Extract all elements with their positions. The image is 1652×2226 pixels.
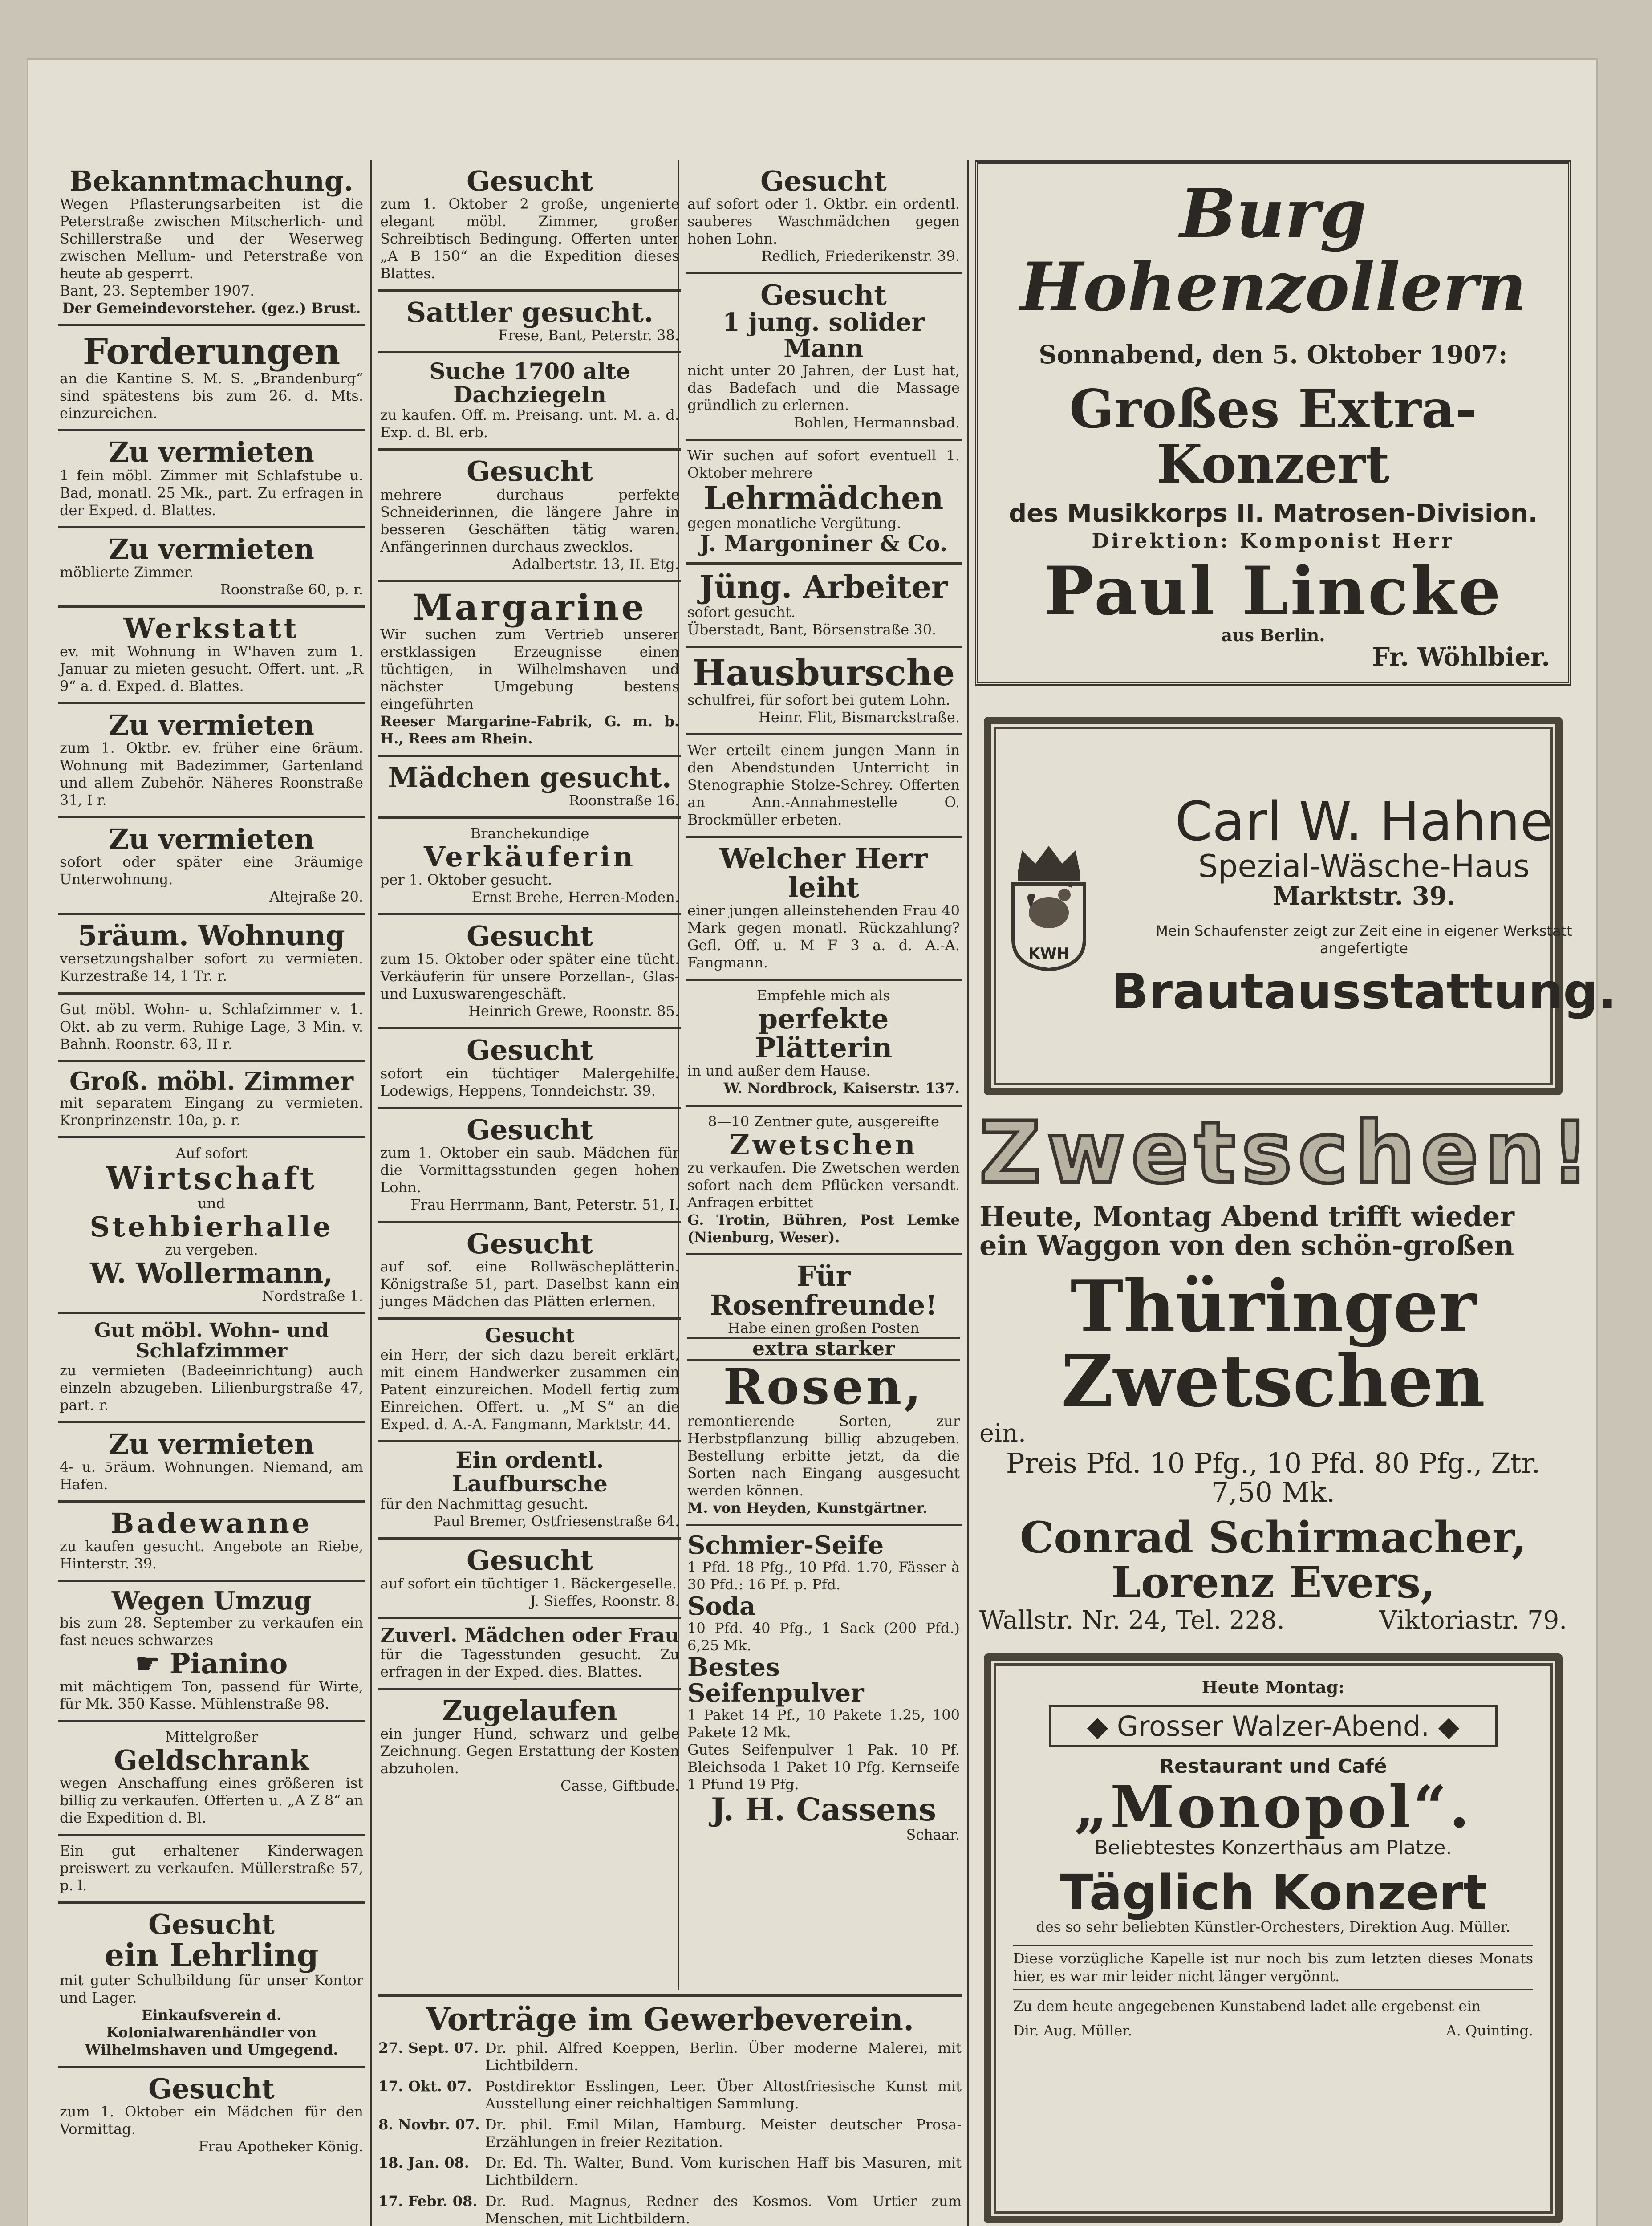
ad-title-2: ein Lehrling (104, 1937, 319, 1974)
mono-walzer-box (1049, 1705, 1498, 1747)
ad-text: mit separatem Eingang zu vermieten. Kronprinzenstr. 10a, p. r. (60, 1094, 363, 1129)
ad-title: Hausbursche (692, 651, 955, 694)
ad-text: zu vermieten (Badeeinrichtung) auch einzeln abzugeben. Lilienburgstraße 47, part. r. (60, 1361, 363, 1414)
ad-zugelaufen (378, 1690, 681, 1802)
ad-title: Für Rosenfreunde! (710, 1259, 938, 1321)
ad-gesucht-maedchen (58, 2068, 365, 2162)
lecture-date: 27. Sept. 07. (378, 2039, 479, 2056)
ad-text: remontierende Sorten, zur Herbstpflanzung billig abzugeben. Bestellung erbitte jetzt, da die Sorten nach Eingang ausgesucht werden können. (687, 1412, 960, 1499)
mono-signatures (1013, 2022, 1533, 2039)
ad-text: in und außer dem Hause. (687, 1062, 871, 1080)
mono-rest: Restaurant und Café (1159, 1755, 1387, 1778)
lecture-row (378, 2193, 962, 2226)
ad-title: Gesucht (467, 1034, 593, 1067)
ad-sign: Frese, Bant, Peterstr. 38. (498, 327, 679, 344)
ad-title: Zu vermieten (109, 1427, 314, 1460)
ad-werkstatt (58, 608, 365, 704)
hahne-text: Mein Schaufenster zeigt zur Zeit eine in eigener Werkstatt angefertigte (1156, 922, 1572, 957)
ad-zu-vermieten-4 (58, 818, 365, 915)
ad-sign: Casse, Giftbude. (560, 1777, 679, 1794)
ad-title: Schmier-Seife (687, 1530, 884, 1560)
ad-zwetschen-big (975, 1104, 1596, 1636)
lecture-row (378, 2078, 962, 2112)
ad-title: Zu vermieten (109, 708, 314, 741)
ad-verkaeuferin (378, 819, 681, 915)
ad-text: Gut möbl. Wohn- u. Schlafzimmer v. 1. Okt. ab zu verm. Ruhige Lage, 3 Min. v. Bahnh. Roonstr. 63, II r. (60, 1000, 363, 1052)
ad-text: zum 1. Oktober ein Mädchen für den Vormittag. (60, 2103, 363, 2138)
ad-text: zum 15. Oktober oder später eine tücht. Verkäuferin für unsere Porzellan-, Glas- und Luxuswarengeschäft. (380, 951, 679, 1003)
ad-zu-vermieten-1 (58, 431, 365, 528)
ad-title: Wegen Umzug (111, 1586, 312, 1616)
ad-date: Bant, 23. September 1907. (60, 282, 255, 300)
lecture-text: Dr. Rud. Magnus, Redner des Kosmos. Vom Urtier zum Menschen, mit Lichtbildern. (485, 2192, 962, 2226)
zw-big: Thüringer Zwetschen (1061, 1264, 1486, 1423)
ad-address: Schaar. (906, 1826, 960, 1843)
ad-title: Zwetschen (729, 1128, 918, 1161)
ad-title: Gesucht (148, 2072, 275, 2105)
zw-addr-1: Wallstr. Nr. 24, Tel. 228. (979, 1605, 1285, 1635)
ad-sign: J. Sieffes, Roonstr. 8. (530, 1592, 679, 1609)
ad-text: ev. mit Wohnung in W'haven zum 1. Januar zu mieten gesucht. Offert. unt. „R 9“ a. d. Exped. d. Blattes. (60, 642, 363, 695)
ad-name: W. Wollermann, (90, 1257, 333, 1290)
ad-gesucht-schneiderinnen (378, 451, 681, 582)
ad-plaetterin (686, 981, 962, 1106)
ad-title: Gesucht (467, 1544, 593, 1577)
ad-text: zum 1. Oktober 2 große, ungenierte elegant möbl. Zimmer, großer Schreibtisch Bedingung. Offerten unter „A B 150“ an die Expedition dieses Blattes. (380, 195, 679, 282)
ad-sign: G. Trotin, Bühren, Post Lemke (Nienburg, Weser). (687, 1211, 960, 1246)
ad-title: perfekte Plätterin (755, 1003, 893, 1064)
ad-title: Gut möbl. Wohn- und Schlafzimmer (94, 1319, 329, 1363)
ad-text: auf sofort ein tüchtiger 1. Bäckergeselle. (380, 1575, 677, 1592)
ad-text: mit guter Schulbildung für unser Kontor und Lager. (60, 1971, 363, 2006)
ad-title: Mädchen gesucht. (388, 761, 672, 794)
ad-sign: Heinr. Flit, Bismarckstraße. (758, 708, 960, 726)
lecture-date: 8. Novbr. 07. (378, 2116, 480, 2133)
ad-sub: extra starker (687, 1337, 960, 1361)
ad-text: an die Kantine S. M. S. „Brandenburg“ sind spätestens bis zum 26. d. Mts. einzureichen. (60, 370, 363, 422)
ad-title-soda: Soda (687, 1591, 756, 1621)
ad-post: zu vergeben. (165, 1241, 258, 1259)
ad-title: Gesucht (148, 1908, 275, 1941)
ad-carl-hahne (984, 717, 1617, 1095)
ad-badewanne (58, 1503, 365, 1582)
ad-forderungen (58, 326, 365, 431)
lecture-date: 18. Jan. 08. (378, 2154, 469, 2171)
ad-text: gegen monatliche Vergütung. (687, 514, 901, 532)
ad-title: Gesucht (760, 165, 887, 197)
mono-walzer-label: Grosser Walzer-Abend. (1116, 1710, 1430, 1743)
ad-pre: Auf sofort (175, 1145, 248, 1162)
ad-text-soda: 10 Pfd. 40 Pfg., 1 Sack (200 Pfd.) 6,25 Mk. (687, 1619, 960, 1654)
ad-title: Wirtschaft (106, 1160, 317, 1197)
ad-title: Suche 1700 alte Dachziegeln (429, 358, 630, 408)
ad-address: Adalbertstr. 13, II. Etg. (512, 555, 679, 573)
ad-sign: Überstadt, Bant, Börsenstraße 30. (687, 621, 937, 638)
ad-sign: Einkaufsverein d. Kolonialwarenhändler von Wilhelmshaven und Umgegend. (85, 2007, 338, 2059)
ad-title: Zu vermieten (109, 823, 314, 856)
ad-title: Gesucht (467, 1113, 593, 1146)
ad-address: Altejraße 20. (269, 888, 363, 906)
ad-title-2: 1 jung. solider Mann (722, 308, 925, 364)
ad-sign: M. von Heyden, Kunstgärtner. (687, 1499, 928, 1516)
mono-sig-2: A. Quinting. (1446, 2022, 1533, 2039)
column-divider (967, 160, 969, 2226)
ad-name: J. H. Cassens (710, 1791, 937, 1828)
ad-lehrling (58, 1904, 365, 2068)
ad-zuverl-maedchen (378, 1619, 681, 1690)
ad-title: Ein ordentl. Laufbursche (452, 1447, 608, 1497)
mono-foot: Zu dem heute angegebenen Kunstabend ladet alle ergebenst ein (1013, 1997, 1481, 2015)
ad-text: zum 1. Oktober ein saub. Mädchen für die Vormittagsstunden gegen hohen Lohn. (380, 1144, 679, 1196)
ad-lehrmaedchen (686, 441, 962, 565)
ad-gesucht-vormittag (378, 1109, 681, 1223)
ad-text: für die Tagesstunden gesucht. Zu erfragen in der Exped. dies. Blattes. (380, 1645, 679, 1680)
ad-text: Wegen Pflasterungsarbeiten ist die Peterstraße zwischen Mitscherlich- und Schillerstraße und der Weserweg zwischen Mellum- und Peterstraße von heute ab gesperrt. (60, 195, 363, 282)
ad-text: sofort oder später eine 3räumige Unterwohnung. (60, 853, 363, 888)
ad-title: Margarine (413, 586, 647, 628)
lecture-text: Dr. phil. Emil Milan, Hamburg. Meister deutscher Prosa-Erzählungen in freier Rezitation. (485, 2116, 962, 2150)
burg-sub: des Musikkorps II. Matrosen-Division. (1009, 499, 1538, 528)
zw-title: Zwetschen! (979, 1104, 1596, 1202)
column-2 (378, 160, 681, 1802)
ad-pre: 8—10 Zentner gute, ausgereifte (708, 1113, 939, 1130)
ad-pre: Branchekundige (470, 825, 589, 842)
ad-text: auf sofort oder 1. Oktbr. ein ordentl. sauberes Waschmädchen gegen hohen Lohn. (687, 195, 960, 248)
ad-text: 1 Pfd. 18 Pfg., 10 Pfd. 1.70, Fässer à 30 Pfd.: 16 Pf. p. Pfd. (687, 1558, 960, 1593)
ad-geldschrank (58, 1722, 365, 1836)
burg-date: Sonnabend, den 5. Oktober 1907: (1039, 340, 1508, 370)
ad-text: schulfrei, für sofort bei gutem Lohn. (687, 691, 950, 708)
ad-pre: Wir suchen auf sofort eventuell 1. Oktober mehrere (687, 447, 960, 482)
ad-pre: Empfehle mich als (757, 987, 890, 1004)
lecture-date: 17. Febr. 08. (378, 2192, 478, 2210)
hahne-body (1093, 791, 1617, 1020)
ad-text: ein junger Hund, schwarz und gelbe Zeichnung. Gegen Erstattung der Kosten abzuholen. (380, 1725, 679, 1777)
mono-text: des so sehr beliebten Künstler-Orchesters, Direktion Aug. Müller. (1036, 1918, 1510, 1936)
ad-text: mit mächtigem Ton, passend für Wirte, für Mk. 350 Kasse. Mühlenstraße 98. (60, 1678, 363, 1713)
ad-text: Wer erteilt einem jungen Mann in den Abendstunden Unterricht in Stenographie Stolze-Schrey. Offerten an Ann.-Annahmestelle O. Brockmüller erbeten. (687, 741, 960, 828)
ad-text: auf sof. eine Rollwäscheplätterin. Königstraße 51, part. Daselbst kann ein junges Mädchen das Plätten erlernen. (380, 1258, 679, 1310)
ad-address: Roonstraße 16. (568, 792, 679, 809)
ad-monopol (984, 1653, 1563, 2223)
mono-walzer (1055, 1712, 1491, 1741)
ad-text: wegen Anschaffung eines größeren ist billig zu verkaufen. Offerten u. „A Z 8“ an die Expedition d. Bl. (60, 1775, 363, 1827)
ad-gesucht-baecker (378, 1540, 681, 1619)
ad-title: 5räum. Wohnung (78, 919, 345, 952)
ad-title: Sattler gesucht. (406, 296, 653, 329)
ad-maedchen-gesucht (378, 757, 681, 819)
column-3 (686, 160, 962, 1851)
newspaper-page (27, 58, 1617, 2226)
burg-from: aus Berlin. (1221, 625, 1325, 646)
zw-names: Conrad Schirmacher, Lorenz Evers, (1019, 1512, 1527, 1608)
lecture-date: 17. Okt. 07. (378, 2077, 472, 2095)
ad-title: Zu vermieten (109, 532, 314, 565)
diamond-icon: ◆ (1087, 1710, 1117, 1743)
ad-text: sofort ein tüchtiger Malergehilfe. Lodewigs, Heppens, Tonndeichstr. 39. (380, 1064, 679, 1099)
ad-sign: W. Nordbrock, Kaiserstr. 137. (723, 1080, 960, 1097)
ad-laufbursche (378, 1442, 681, 1540)
hahne-title: Carl W. Hahne (1175, 791, 1553, 853)
ad-jung-arbeiter (686, 565, 962, 648)
lecture-row (378, 2039, 962, 2074)
ad-title: Lehrmädchen (703, 479, 944, 517)
ad-welcher-herr (686, 838, 962, 981)
zw-text: Heute, Montag Abend trifft wieder ein Waggon von den schön-großen (979, 1200, 1514, 1262)
ad-text: für den Nachmittag gesucht. (380, 1495, 589, 1513)
ad-solider-mann (686, 274, 962, 441)
ad-text: bis zum 28. September zu verkaufen ein fast neues schwarzes (60, 1614, 363, 1649)
ad-text: Wir suchen zum Vertrieb unserer erstklassigen Erzeugnisse einen tüchtigen, in Wilhelmshaven und nächster Umgebung bestens eingeführten (380, 626, 679, 712)
hahne-sub: Spezial-Wäsche-Haus (1198, 848, 1530, 885)
ad-title-2: Stehbierhalle (89, 1210, 333, 1243)
ad-sign: Ernst Brehe, Herren-Moden. (471, 889, 679, 906)
ad-title: Verkäuferin (423, 841, 636, 873)
crown-rooster-crest-icon (1004, 841, 1093, 971)
ad-text: zu kaufen gesucht. Angebote an Riebe, Hinterstr. 39. (60, 1537, 363, 1572)
ad-title: Gesucht (467, 165, 593, 197)
ad-text: einer jungen alleinstehenden Frau 40 Mark gegen monatl. Rückzahlung? Gefl. Off. u. M F 3 a. d. A.-A. Fangmann. (687, 902, 960, 971)
ad-gross-moebl-zimmer (58, 1062, 365, 1139)
ad-sattler (378, 292, 681, 353)
ad-title: Gesucht (467, 1227, 593, 1260)
ad-unterricht (686, 735, 962, 838)
mono-pre: Heute Montag: (1201, 1677, 1345, 1698)
crest-label: KWH (1028, 945, 1070, 963)
ad-text-misc: Gutes Seifenpulver 1 Pak. 10 Pf. Bleichsoda 1 Paket 10 Pfg. Kernseife 1 Pfund 19 Pfg. (687, 1741, 960, 1793)
ad-kinderwagen (58, 1836, 365, 1904)
ad-big: Rosen, (723, 1358, 924, 1416)
ad-zu-vermieten-3 (58, 704, 365, 818)
ad-gesucht-maler (378, 1029, 681, 1109)
pointing-hand-icon: ☛ (135, 1647, 170, 1680)
ad-hausbursche (686, 648, 962, 735)
ad-sign: Frau Herrmann, Bant, Peterstr. 51, I. (410, 1196, 679, 1213)
zw-ein: ein. (979, 1418, 1026, 1448)
burg-title: Großes Extra-Konzert (1069, 378, 1477, 495)
mono-big: Täglich Konzert (1059, 1864, 1487, 1921)
ad-waschmaedchen (686, 160, 962, 274)
ad-zu-vermieten-5 (58, 1423, 365, 1503)
vortraege-rows (378, 2039, 962, 2226)
ad-text: per 1. Oktober gesucht. (380, 871, 552, 889)
ad-zu-vermieten-2 (58, 528, 365, 608)
ad-address: Roonstraße 60, p. r. (220, 581, 363, 598)
ad-gut-moebl-wohn (58, 1314, 365, 1423)
ad-title: Zuverl. Mädchen oder Frau (380, 1624, 679, 1647)
ad-text: zum 1. Oktbr. ev. früher eine 6räum. Wohnung mit Badezimmer, Gartenland und allem Zubehör. Näheres Roonstraße 31, I r. (60, 739, 363, 809)
ad-text: zu kaufen. Off. m. Preisang. unt. M. a. d. Exp. d. Bl. erb. (380, 406, 679, 441)
burg-dir: Direktion: Komponist Herr (1092, 530, 1455, 553)
ad-title: Badewanne (110, 1507, 313, 1540)
ad-text-pulver: 1 Paket 14 Pf., 10 Pakete 1.25, 100 Pakete 12 Mk. (687, 1706, 960, 1741)
diamond-icon: ◆ (1429, 1710, 1460, 1743)
ad-text: möblierte Zimmer. (60, 563, 194, 581)
ad-cassens (686, 1526, 962, 1851)
ad-title: Gesucht (760, 279, 887, 312)
ad-gesucht-patent (378, 1320, 681, 1442)
ad-sign: Paul Bremer, Ostfriesenstraße 64. (433, 1513, 679, 1530)
ad-title: Zugelaufen (442, 1694, 617, 1727)
ad-bekanntmachung (58, 160, 365, 326)
ad-burg-hohenzollern (975, 160, 1571, 686)
burg-logo: Burg Hohenzollern (1019, 175, 1527, 326)
ad-title: Werkstatt (123, 612, 300, 645)
ad-title-pulver: Bestes Seifenpulver (687, 1652, 864, 1708)
ad-pre: Mittelgroßer (165, 1728, 258, 1746)
ad-wegen-umzug (58, 1582, 365, 1722)
zw-price: Preis Pfd. 10 Pfg., 10 Pfd. 80 Pfg., Ztr. 7,50 Mk. (1006, 1447, 1541, 1509)
ad-sign: Der Gemeindevorsteher. (gez.) Brust. (62, 300, 361, 317)
lecture-row (378, 2116, 962, 2151)
ad-text: Ein gut erhaltener Kinderwagen preiswert zu verkaufen. Müllerstraße 57, p. l. (60, 1842, 363, 1894)
ad-und: und (198, 1194, 225, 1212)
zw-addresses (979, 1605, 1567, 1636)
ad-text: mehrere durchaus perfekte Schneiderinnen, die längere Jahre in besseren Geschäften tätig waren. Anfängerinnen durchaus zwecklos. (380, 486, 679, 555)
ad-gesucht-zimmer (378, 160, 681, 292)
ad-sign: Heinrich Grewe, Roonstr. 85. (468, 1003, 679, 1020)
hahne-addr: Marktstr. 39. (1272, 881, 1456, 911)
burg-sign: Fr. Wöhlbier. (1372, 642, 1550, 672)
ad-gut-moebl-zimmer (58, 995, 365, 1062)
ad-title: Gesucht (467, 455, 593, 488)
ad-sign: J. Margoniner & Co. (699, 530, 948, 556)
lecture-text: Postdirektor Esslingen, Leer. Über Altostfriesische Kunst mit Ausstellung einer reichhaltigen Sammlung. (485, 2077, 962, 2112)
ad-vortraege (378, 1994, 962, 2226)
ad-address: Nordstraße 1. (262, 1288, 363, 1305)
ad-5raeum-wohnung (58, 915, 365, 994)
ad-dachziegel (378, 353, 681, 451)
burg-name: Paul Lincke (1043, 552, 1503, 630)
ad-text: ein Herr, der sich dazu bereit erklärt, mit einem Handwerker zusammen ein Patent einzureichen. Modell fertig zum Einreichen. Offert. u. „M S“ an die Exped. d. A.-A. Fangmann, Marktstr. 44. (380, 1346, 679, 1433)
ad-title: Gesucht (467, 920, 593, 953)
ad-text: 4- u. 5räum. Wohnungen. Niemand, am Hafen. (60, 1458, 363, 1493)
ad-title: Geldschrank (114, 1744, 309, 1777)
ad-text: nicht unter 20 Jahren, der Lust hat, das Badefach und die Massage gründlich zu erlernen. (687, 362, 960, 414)
mono-sub: Beliebtestes Konzerthaus am Platze. (1094, 1836, 1452, 1859)
ad-rosen (686, 1255, 962, 1526)
column-divider (370, 160, 372, 2226)
ad-gesucht-verkaeuferin (378, 915, 681, 1029)
mono-sig-1: Dir. Aug. Müller. (1013, 2022, 1132, 2039)
ad-title: Groß. möbl. Zimmer (69, 1066, 354, 1096)
ad-gesucht-plaetterin (378, 1223, 681, 1320)
ad-wirtschaft (58, 1138, 365, 1314)
ad-text: sofort gesucht. (687, 603, 796, 621)
lecture-text: Dr. Ed. Th. Walter, Bund. Vom kurischen Haff bis Masuren, mit Lichtbildern. (485, 2154, 962, 2189)
column-1 (58, 160, 365, 2162)
ad-title: Vorträge im Gewerbeverein. (426, 2001, 914, 2038)
ad-title: Gesucht (485, 1324, 575, 1347)
ad-sign: Redlich, Friederikenstr. 39. (761, 248, 960, 265)
ad-pre: Habe einen großen Posten (727, 1319, 920, 1336)
ad-title: Jüng. Arbeiter (699, 569, 948, 606)
ad-text: 1 fein möbl. Zimmer mit Schlafstube u. Bad, monatl. 25 Mk., part. Zu erfragen in der Exped. d. Blattes. (60, 467, 363, 519)
lecture-text: Dr. phil. Alfred Koeppen, Berlin. Über moderne Malerei, mit Lichtbildern. (485, 2039, 962, 2074)
hahne-big: Brautausstattung. (1111, 963, 1617, 1020)
zw-addr-2: Viktoriastr. 79. (1379, 1605, 1567, 1635)
ad-title: Welcher Herr leiht (719, 842, 928, 904)
piano-title: Pianino (169, 1647, 288, 1680)
ad-title: Forderungen (82, 330, 341, 373)
ad-text: versetzungshalber sofort zu vermieten. Kurzestraße 14, 1 Tr. r. (60, 950, 363, 985)
ad-title: Zu vermieten (109, 436, 314, 469)
ad-margarine (378, 582, 681, 757)
ad-sign: Reeser Margarine-Fabrik, G. m. b. H., Rees am Rhein. (380, 712, 679, 747)
ad-sign: Bohlen, Hermannsbad. (794, 414, 960, 431)
ad-zwetschen-small (686, 1107, 962, 1255)
ad-text: zu verkaufen. Die Zwetschen werden sofort nach dem Pflücken versandt. Anfragen erbittet (687, 1159, 960, 1211)
column-4 (975, 160, 1617, 2226)
mono-notice: Diese vorzügliche Kapelle ist nur noch bis zum letzten dieses Monats hier, es war mir leider nicht länger vergönnt. (1013, 1945, 1533, 1990)
ad-title-2 (60, 1649, 363, 1678)
ad-sign: Frau Apotheker König. (198, 2138, 363, 2155)
lecture-row (378, 2154, 962, 2189)
mono-title: „Monopol“. (1074, 1773, 1472, 1841)
ad-title: Bekanntmachung. (69, 165, 353, 197)
